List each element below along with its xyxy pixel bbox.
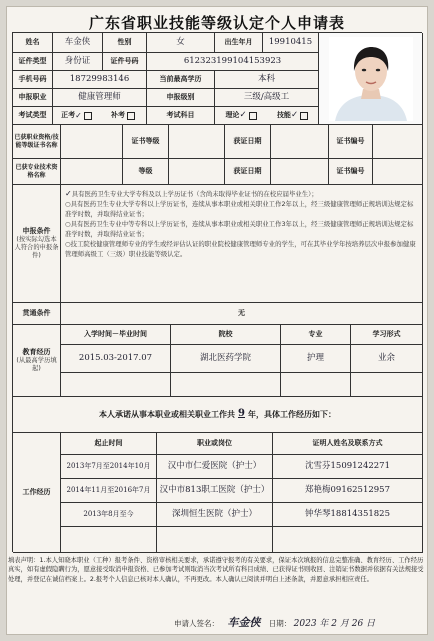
work-row-1-unit[interactable]: 汉中市仁爱医院（护士）	[157, 455, 273, 479]
edu-empty-row[interactable]	[171, 373, 281, 397]
condition-item-2[interactable]: ○具有医药卫生专业大学专科以上学历证书，连续从事本职业或相关职业工作2年以上，经三级健康管理师正规培训达规定标准学时数，并取得结业证书；	[65, 200, 414, 219]
cert-label: 已获职业资格/技能等级证书名称	[13, 125, 61, 159]
checkbox-icon	[249, 112, 257, 120]
work-empty-row[interactable]	[157, 527, 273, 553]
prof-name-value[interactable]	[61, 159, 123, 185]
subject-label: 考试科目	[147, 107, 215, 125]
conditions-sub-label: (按实际勾选本人符合的申报条件)	[14, 236, 59, 259]
exam-normal-option[interactable]	[53, 107, 100, 125]
application-form	[6, 6, 428, 635]
form-table	[12, 32, 422, 552]
check-mark-icon: ✓	[65, 189, 72, 198]
occupation-value[interactable]: 健康管理师	[53, 89, 147, 107]
birth-label: 出生年月	[215, 33, 263, 53]
photo-cell	[319, 33, 423, 125]
edu-col-form: 学习形式	[351, 325, 423, 345]
work-empty-row[interactable]	[273, 527, 423, 553]
phone-label: 手机号码	[13, 71, 53, 89]
edu-empty-row[interactable]	[61, 373, 171, 397]
work-row-3-unit[interactable]: 深圳恒生医院（护士）	[157, 503, 273, 527]
prof-label: 已获专业技术资格名称	[13, 159, 61, 185]
prof-date-value[interactable]	[271, 159, 329, 185]
exam-makeup-text: 补考	[111, 111, 125, 120]
name-value[interactable]: 车金侠	[53, 33, 103, 53]
level-value[interactable]: 三级/高级工	[215, 89, 319, 107]
checkbox-icon	[300, 112, 308, 120]
sign-label: 申请人签名：	[174, 619, 219, 628]
education-label: 教育经历	[22, 348, 51, 357]
cert-date-label: 获证日期	[225, 125, 271, 159]
condition-item-1[interactable]: ✓具有医药卫生专业大学专科及以上学历证书（含尚未取得毕业证书的在校应届毕业生）；	[65, 189, 318, 198]
conditions-label-cell	[13, 185, 61, 303]
id-type-value[interactable]: 身份证	[53, 53, 103, 71]
work-col-contact: 证明人姓名及联系方式	[273, 433, 423, 455]
check-mark-icon: ✓	[290, 110, 299, 121]
cert-name-value[interactable]	[61, 125, 123, 159]
birth-value[interactable]: 19910415	[263, 33, 319, 53]
theory-text: 理论	[225, 111, 240, 120]
theory-option[interactable]	[215, 107, 267, 125]
work-row-1-time[interactable]: 2013年7月至2014年10月	[61, 455, 157, 479]
edu-row-major[interactable]: 护理	[281, 345, 351, 373]
applicant-photo	[329, 37, 413, 121]
work-row-1-contact[interactable]: 沈雪芬15091242271	[273, 455, 423, 479]
prof-no-value[interactable]	[373, 159, 423, 185]
exam-makeup-option[interactable]	[100, 107, 147, 125]
skill-text: 技能	[276, 111, 291, 120]
condition-item-4[interactable]: ○技工院校健康管理师专业的学生或经评估认证的职业院校健康管理师专业的学生，可在其毕业学年按培养层次申报参加健康管理师高级工（三级）职业技能等级认定。	[65, 240, 416, 258]
work-row-3-contact[interactable]: 钟华琴18814351825	[273, 503, 423, 527]
cert-no-value[interactable]	[373, 125, 423, 159]
work-row-3-time[interactable]: 2013年8月至今	[61, 503, 157, 527]
gender-label: 性别	[103, 33, 147, 53]
education-sub-label: (从最高学历填起)	[16, 357, 57, 372]
edu-col-major: 专业	[281, 325, 351, 345]
education-label-cell	[13, 325, 61, 397]
phone-value[interactable]: 18729983146	[53, 71, 147, 89]
work-col-time: 起止时间	[61, 433, 157, 455]
level-label: 申报级别	[147, 89, 215, 107]
work-row-2-unit[interactable]: 汉中市813职工医院（护士）	[157, 479, 273, 503]
work-empty-row[interactable]	[61, 527, 157, 553]
id-no-value[interactable]: 612323199104153923	[147, 53, 319, 71]
edu-value[interactable]: 本科	[215, 71, 319, 89]
gender-value[interactable]: 女	[147, 33, 215, 53]
work-declaration: 本人承诺从事本职业或相关职业工作共 9 年，具体工作经历如下：	[13, 397, 423, 433]
signature[interactable]: 车金侠	[227, 616, 261, 629]
work-years[interactable]: 9	[238, 408, 245, 420]
work-col-unit: 职业或岗位	[157, 433, 273, 455]
edu-col-time: 入学时间－毕业时间	[61, 325, 171, 345]
sign-date[interactable]: 2023 年 2 月 26 日	[293, 619, 376, 629]
signature-row	[174, 614, 424, 630]
checkbox-icon	[84, 112, 92, 120]
edu-row-time[interactable]: 2015.03-2017.07	[61, 345, 171, 373]
skill-option[interactable]	[267, 107, 319, 125]
exam-type-label: 考试类型	[13, 107, 53, 125]
conditions-label: 申报条件	[22, 227, 51, 236]
cert-no-label: 证书编号	[329, 125, 373, 159]
prof-grade-label: 等级	[123, 159, 169, 185]
cert-grade-value[interactable]	[169, 125, 225, 159]
work-row-2-time[interactable]: 2014年11月至2016年7月	[61, 479, 157, 503]
form-title: 广东省职业技能等级认定个人申请表	[88, 14, 345, 32]
name-label: 姓名	[13, 33, 53, 53]
id-type-label: 证件类型	[13, 53, 53, 71]
through-label: 贯通条件	[13, 303, 61, 325]
declaration-text: 填表声明：1.本人知晓本职业（工种）报考条件、资格审核相关要求，承诺遵守报考的有关要求，保证本次填报的信息完整准确、教育经历、工作经历真实，如有虚假隐瞒行为，愿意接受取消申报资格、已参加考试则取消当次考试所有科目成绩、已获得证书则收回、注销证书数据并依据有关法规接受处理，并登记在诚信档案上。2.报考个人信息已核对本人确认，不再更改。本人确认已阅读并明白上述条款，并愿意承担相应责任。	[8, 557, 424, 583]
prof-no-label: 证书编号	[329, 159, 373, 185]
condition-item-3[interactable]: ○具有医药卫生专业中等专科以上学历证书，连续从事本职业或相关职业工作3年以上，经三级健康管理师正规培训达规定标准学时数，并取得结业证书；	[65, 220, 414, 239]
exam-normal-text: 正考	[61, 111, 76, 120]
check-mark-icon: ✓	[239, 110, 247, 121]
edu-row-form[interactable]: 业余	[351, 345, 423, 373]
work-label: 工作经历	[13, 433, 61, 553]
edu-empty-row[interactable]	[281, 373, 351, 397]
through-value[interactable]: 无	[61, 303, 423, 325]
checkbox-icon	[127, 112, 135, 120]
occupation-label: 申报职业	[13, 89, 53, 107]
prof-date-label: 获证日期	[225, 159, 271, 185]
edu-col-school: 院校	[171, 325, 281, 345]
cert-date-value[interactable]	[271, 125, 329, 159]
conditions-list	[61, 185, 423, 303]
id-no-label: 证件号码	[103, 53, 147, 71]
date-label: 日期：	[268, 619, 292, 628]
edu-empty-row[interactable]	[351, 373, 423, 397]
cert-grade-label: 证书等级	[123, 125, 169, 159]
prof-grade-value[interactable]	[169, 159, 225, 185]
work-row-2-contact[interactable]: 郑艳梅09162512957	[273, 479, 423, 503]
edu-label: 当前最高学历	[147, 71, 215, 89]
edu-row-school[interactable]: 湖北医药学院	[171, 345, 281, 373]
check-mark-icon: ✓	[75, 110, 82, 120]
